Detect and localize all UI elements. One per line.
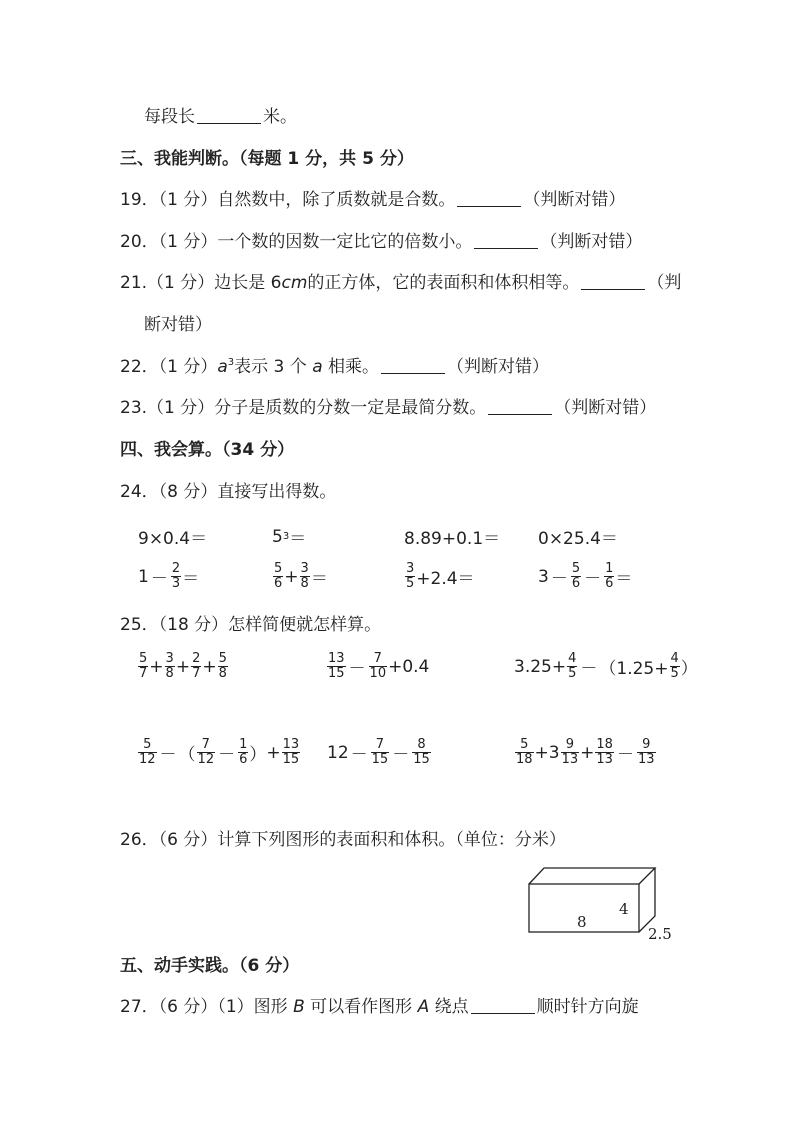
question-27	[120, 996, 639, 1018]
q24-expr-7	[404, 562, 475, 591]
denominator: 12	[197, 752, 215, 767]
denominator: 6	[571, 576, 581, 591]
q21-answer-blank[interactable]	[581, 273, 645, 290]
q22-exponent: 3	[227, 357, 235, 368]
denominator: 8	[218, 666, 227, 681]
question-26-title: 26．（6 分）计算下列图形的表面积和体积。（单位：分米）	[120, 830, 566, 850]
plus-mixed-int: +3	[534, 742, 560, 763]
fraction	[327, 652, 346, 681]
cuboid-figure	[522, 862, 682, 944]
top-line-unit: 米。	[263, 107, 297, 127]
q23-answer-blank[interactable]	[488, 398, 552, 415]
question-23	[120, 397, 656, 419]
q25-expr-4	[137, 738, 301, 767]
q21-unit: cm	[281, 273, 308, 293]
q24-e8-int: 3	[538, 566, 549, 587]
denominator: 7	[139, 666, 148, 681]
equals-sign: ＝	[182, 569, 200, 589]
fraction	[218, 652, 228, 681]
numerator: 5	[139, 651, 148, 666]
denominator: 6	[605, 576, 614, 591]
question-24-title: 24．（8 分）直接写出得数。	[120, 482, 337, 502]
fraction	[571, 562, 581, 591]
numerator: 9	[565, 737, 575, 752]
q27-text: 27．（6 分）（1）图形	[120, 997, 288, 1017]
q22-text: 22．（1 分）	[120, 357, 218, 377]
section-3-title: 三、我能判断。（每题 1 分，共 5 分）	[120, 149, 414, 169]
fraction	[171, 562, 181, 591]
q21-text: 21.（1 分）边长是 6	[120, 273, 282, 293]
numerator: 7	[201, 737, 210, 752]
q24-expr-8	[538, 562, 632, 591]
q22-answer-blank[interactable]	[381, 357, 445, 374]
minus-sign: －	[550, 569, 568, 589]
answer-blank[interactable]	[197, 107, 261, 124]
q25-e2-rest: +0.4	[388, 656, 430, 677]
denominator: 8	[165, 666, 174, 681]
question-25-title: 25．（18 分）怎样简便就怎样算。	[120, 615, 382, 635]
q20-answer-blank[interactable]	[474, 232, 538, 249]
numerator: 5	[571, 561, 581, 576]
denominator: 18	[516, 752, 533, 767]
equals-sign: ＝	[310, 569, 328, 589]
q19-text: 19．（1 分）自然数中，除了质数就是合数。	[120, 190, 456, 210]
section-5-title: 五、动手实践。（6 分）	[120, 956, 300, 976]
fraction	[369, 652, 388, 681]
plus-sign: +	[284, 566, 299, 587]
numerator: 13	[328, 651, 345, 666]
minus-sign: －	[584, 569, 602, 589]
cuboid-side-face	[639, 868, 655, 932]
q21-suffix: （判	[647, 273, 682, 293]
q27-suffix: 顺时针方向旋	[536, 997, 639, 1017]
fraction	[604, 562, 614, 591]
fraction	[567, 652, 577, 681]
question-20	[120, 231, 642, 253]
top-line	[144, 106, 297, 128]
q24-e7-rest: +2.4＝	[416, 569, 475, 589]
cuboid-length-label: 8	[577, 913, 587, 931]
denominator: 15	[282, 752, 300, 767]
numerator: 5	[274, 561, 283, 576]
equals-sign: ＝	[615, 569, 633, 589]
denominator: 5	[670, 666, 679, 681]
denominator: 10	[369, 666, 387, 681]
plus-sign: +	[202, 656, 217, 677]
q22-var: a	[217, 357, 228, 377]
plus-sign: +	[175, 656, 191, 677]
open-paren: （	[178, 745, 196, 765]
plus-sign: +	[266, 742, 281, 763]
question-21	[120, 272, 681, 294]
numerator: 3	[300, 561, 309, 576]
open-paren-group: （1.25+	[599, 659, 669, 679]
close-paren: ）	[680, 659, 698, 679]
fraction	[405, 562, 415, 591]
cuboid-height-label: 4	[619, 900, 629, 918]
q25-expr-5	[327, 738, 432, 767]
minus-sign: －	[159, 745, 177, 765]
q22-suffix: （判断对错）	[447, 357, 550, 377]
q25-expr-6	[514, 738, 657, 767]
denominator: 15	[413, 752, 430, 767]
q24-expr-4: 0×25.4＝	[538, 529, 618, 549]
numerator: 3	[406, 561, 415, 576]
q24-expr-2: 5 3 ＝	[272, 524, 306, 549]
fraction	[238, 738, 248, 767]
q24-expr-1: 9×0.4＝	[138, 529, 208, 549]
numerator: 7	[373, 651, 382, 666]
denominator: 5	[568, 666, 577, 681]
minus-sign: －	[580, 659, 598, 679]
numerator: 18	[596, 737, 613, 752]
denominator: 13	[596, 752, 613, 767]
fraction	[191, 652, 201, 681]
numerator: 3	[165, 651, 174, 666]
denominator: 3	[171, 576, 181, 591]
numerator: 5	[218, 651, 227, 666]
denominator: 13	[561, 752, 579, 767]
numerator: 1	[605, 561, 614, 576]
question-22	[120, 356, 549, 378]
section-4-title: 四、我会算。（34 分）	[120, 440, 295, 460]
plus-sign: +	[580, 742, 595, 763]
denominator: 6	[239, 752, 248, 767]
numerator: 2	[192, 651, 201, 666]
fraction	[138, 652, 148, 681]
fraction	[138, 738, 157, 767]
q27-answer-blank[interactable]	[471, 997, 535, 1014]
q21-rest: 的正方体，它的表面积和体积相等。	[307, 273, 580, 293]
minus-sign: －	[150, 569, 168, 589]
q24-expr-5	[138, 562, 199, 591]
q23-suffix: （判断对错）	[554, 398, 657, 418]
q27-rest: 绕点	[434, 997, 469, 1017]
q22-var2: a	[312, 357, 323, 377]
numerator: 9	[642, 737, 651, 752]
fraction	[165, 652, 175, 681]
cuboid-width-label: 2.5	[648, 925, 672, 943]
q19-suffix: （判断对错）	[523, 190, 626, 210]
numerator: 5	[520, 737, 529, 752]
minus-sign: －	[392, 745, 410, 765]
minus-sign: －	[350, 745, 368, 765]
denominator: 6	[274, 576, 283, 591]
denominator: 13	[637, 752, 655, 767]
denominator: 8	[300, 576, 309, 591]
q19-answer-blank[interactable]	[457, 190, 521, 207]
fraction	[515, 738, 534, 767]
cuboid-top-face	[529, 868, 655, 884]
q24-expr-3: 8.89+0.1＝	[404, 529, 501, 549]
fraction	[197, 738, 216, 767]
q24-expr-6	[272, 562, 328, 591]
numerator: 7	[375, 737, 385, 752]
q25-e5-int: 12	[327, 742, 349, 763]
numerator: 4	[568, 651, 577, 666]
denominator: 15	[328, 666, 345, 681]
fraction	[670, 652, 680, 681]
top-line-text: 每段长	[144, 107, 195, 127]
numerator: 5	[143, 737, 152, 752]
q20-text: 20．（1 分）一个数的因数一定比它的倍数小。	[120, 232, 473, 252]
numerator: 13	[282, 737, 300, 752]
fraction	[412, 738, 431, 767]
numerator: 1	[239, 737, 248, 752]
minus-sign: －	[218, 745, 236, 765]
fraction	[273, 562, 283, 591]
fraction	[282, 738, 301, 767]
q23-text: 23.（1 分）分子是质数的分数一定是最简分数。	[120, 398, 487, 418]
minus-sign: －	[348, 659, 366, 679]
q25-e3-int: 3.25+	[514, 656, 567, 677]
denominator: 12	[139, 752, 156, 767]
q20-suffix: （判断对错）	[540, 232, 643, 252]
q24-eq: ＝	[289, 529, 307, 549]
fraction	[637, 738, 656, 767]
question-19	[120, 189, 625, 211]
q21-line2: 断对错）	[144, 315, 212, 335]
q27-var-a: A	[417, 997, 430, 1017]
q25-expr-3	[514, 652, 698, 681]
plus-sign: +	[149, 656, 164, 677]
q22-rest: 相乘。	[328, 357, 380, 377]
q25-expr-1	[137, 652, 229, 681]
fraction	[595, 738, 614, 767]
fraction	[561, 738, 580, 767]
numerator: 4	[670, 651, 679, 666]
q25-expr-2	[326, 652, 429, 681]
close-paren: ）	[249, 745, 267, 765]
minus-sign: －	[616, 745, 634, 765]
fraction	[371, 738, 390, 767]
fraction	[300, 562, 310, 591]
q22-mid: 表示 3 个	[234, 357, 307, 377]
denominator: 5	[406, 576, 415, 591]
q24-e5-int: 1	[138, 566, 149, 587]
denominator: 7	[192, 666, 201, 681]
q27-mid: 可以看作图形	[310, 997, 413, 1017]
numerator: 8	[417, 737, 426, 752]
denominator: 15	[371, 752, 389, 767]
q24-base: 5	[272, 526, 283, 547]
numerator: 2	[171, 561, 181, 576]
q27-var-b: B	[293, 997, 305, 1017]
